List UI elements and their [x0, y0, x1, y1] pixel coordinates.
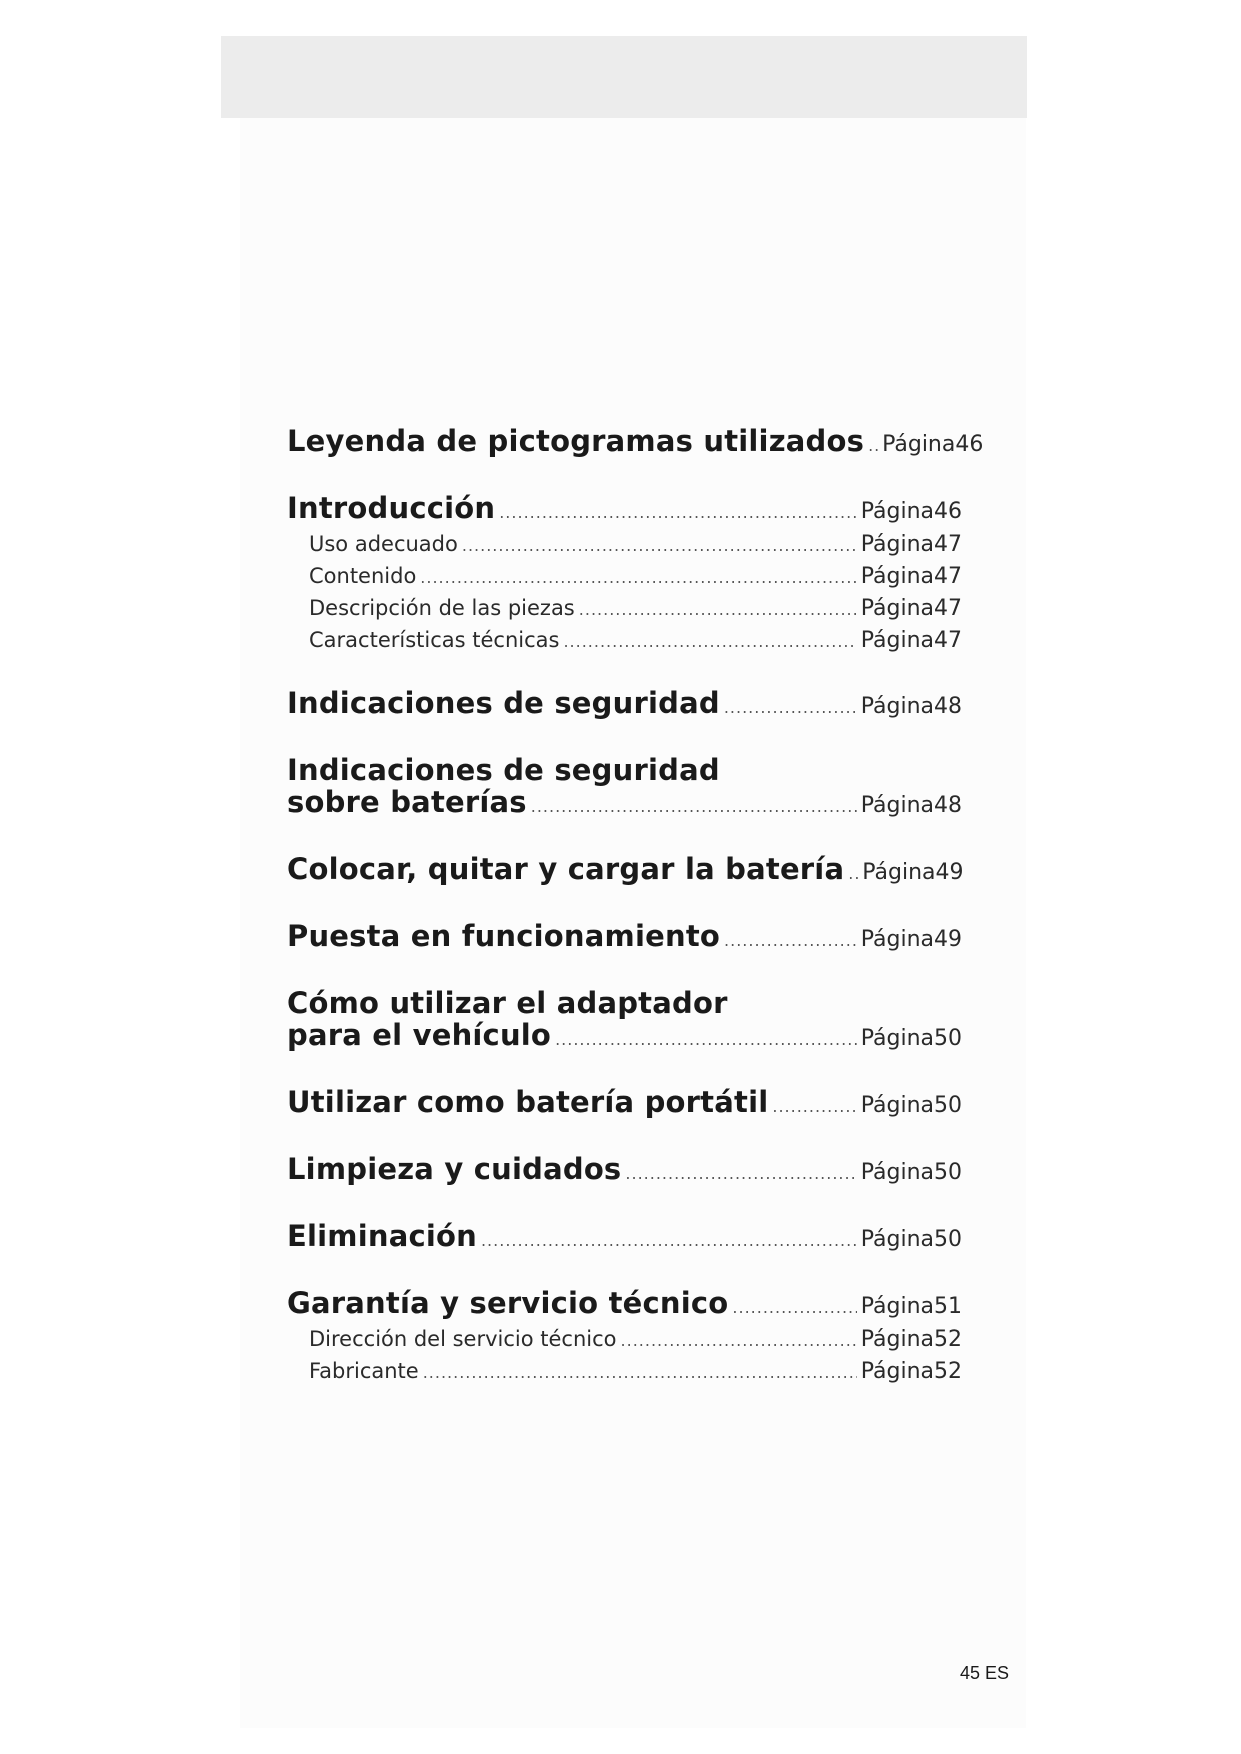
dot-leader [848, 858, 858, 890]
dot-leader [772, 1091, 856, 1123]
toc-subentry-caracteristicas[interactable] [287, 625, 962, 657]
page-number: 46 [955, 432, 984, 457]
table-of-contents [287, 424, 984, 1388]
toc-entry-title-line1: Indicaciones de seguridad [287, 753, 720, 787]
dot-leader [462, 530, 857, 561]
toc-subentry-title: Fabricante [309, 1359, 419, 1383]
dot-leader [420, 562, 856, 593]
toc-entry-seguridad-baterias[interactable] [287, 754, 962, 823]
dot-leader [732, 1292, 856, 1324]
toc-entry-title: Utilizar como batería portátil [287, 1085, 769, 1119]
toc-entry-limpieza[interactable] [287, 1153, 962, 1190]
toc-subentry-contenido[interactable] [287, 561, 962, 593]
page-label: Página [860, 1327, 934, 1352]
toc-subentry-descripcion-piezas[interactable] [287, 593, 962, 625]
toc-entry-title: Eliminación [287, 1219, 477, 1253]
page-number: 50 [934, 1160, 962, 1185]
toc-entry-title: Garantía y servicio técnico [287, 1286, 729, 1320]
toc-subentry-title: Características técnicas [309, 628, 560, 652]
toc-entry-adaptador-vehiculo[interactable] [287, 987, 962, 1056]
dot-leader [555, 1024, 857, 1056]
toc-entry-garantia[interactable] [287, 1287, 962, 1324]
toc-subentry-title: Descripción de las piezas [309, 596, 575, 620]
toc-entry-title: Indicaciones de seguridad [287, 686, 720, 720]
header-band [221, 36, 1027, 118]
page-number: 47 [934, 596, 962, 621]
toc-subentry-title: Uso adecuado [309, 532, 458, 556]
toc-entry-pictogramas[interactable] [287, 424, 984, 462]
page-number: 49 [935, 860, 964, 885]
dot-leader [724, 925, 857, 957]
toc-entry-eliminacion[interactable] [287, 1220, 962, 1257]
page-label: Página [860, 694, 934, 719]
toc-entry-indicaciones-seguridad[interactable] [287, 687, 962, 724]
toc-entry-colocar-bateria[interactable] [287, 853, 962, 890]
page-number: 46 [934, 499, 962, 524]
toc-entry-title: Introducción [287, 491, 496, 525]
page-number: 50 [934, 1093, 962, 1118]
page-number: 48 [934, 793, 962, 818]
dot-leader [499, 497, 857, 529]
toc-entry-puesta-funcionamiento[interactable] [287, 920, 962, 957]
toc-subentry-title: Dirección del servicio técnico [309, 1327, 617, 1351]
page-label: Página [860, 628, 934, 653]
page-number: 47 [934, 564, 962, 589]
page-number: 51 [934, 1294, 962, 1319]
toc-entry-title: Puesta en funcionamiento [287, 919, 721, 953]
page-label: Página [860, 1359, 934, 1384]
dot-leader [531, 791, 857, 823]
page-number: 50 [934, 1227, 962, 1252]
toc-entry-bateria-portatil[interactable] [287, 1086, 962, 1123]
page-label: Página [860, 793, 934, 818]
page-label: Página [860, 499, 934, 524]
page-label: Página [862, 860, 936, 885]
toc-subentry-fabricante[interactable] [287, 1356, 962, 1388]
page-label: Página [860, 564, 934, 589]
dot-leader [481, 1225, 857, 1257]
toc-entry-title: Leyenda de pictogramas utilizados [287, 424, 865, 458]
dot-leader [625, 1158, 856, 1190]
page-label: Página [860, 1160, 934, 1185]
page-label: Página [882, 432, 956, 457]
page-label: Página [860, 1026, 934, 1051]
page-label: Página [860, 927, 934, 952]
toc-subentry-uso-adecuado[interactable] [287, 529, 962, 561]
dot-leader [423, 1357, 857, 1388]
page-label: Página [860, 596, 934, 621]
page-number: 50 [934, 1026, 962, 1051]
page-number: 48 [934, 694, 962, 719]
page-label: Página [860, 1294, 934, 1319]
dot-leader [868, 430, 878, 462]
dot-leader [579, 594, 857, 625]
dot-leader [563, 626, 856, 657]
toc-entry-title: Colocar, quitar y cargar la batería [287, 852, 845, 886]
dot-leader [621, 1325, 857, 1356]
page-label: Página [860, 1227, 934, 1252]
dot-leader [724, 692, 857, 724]
page-label: Página [860, 1093, 934, 1118]
page-number: 52 [934, 1327, 962, 1352]
page-number-footer: 45 ES [960, 1663, 1010, 1683]
page-number: 47 [934, 628, 962, 653]
page-label: Página [860, 532, 934, 557]
page-number: 47 [934, 532, 962, 557]
toc-entry-introduccion[interactable] [287, 492, 962, 529]
page-number: 49 [934, 927, 962, 952]
toc-entry-title-line1: Cómo utilizar el adaptador [287, 986, 728, 1020]
toc-subentry-title: Contenido [309, 564, 417, 588]
toc-subentry-direccion-servicio[interactable] [287, 1324, 962, 1356]
page-number: 52 [934, 1359, 962, 1384]
toc-entry-title-line2: para el vehículo [287, 1018, 552, 1052]
toc-entry-title: Limpieza y cuidados [287, 1152, 622, 1186]
toc-entry-title-line2: sobre baterías [287, 785, 527, 819]
